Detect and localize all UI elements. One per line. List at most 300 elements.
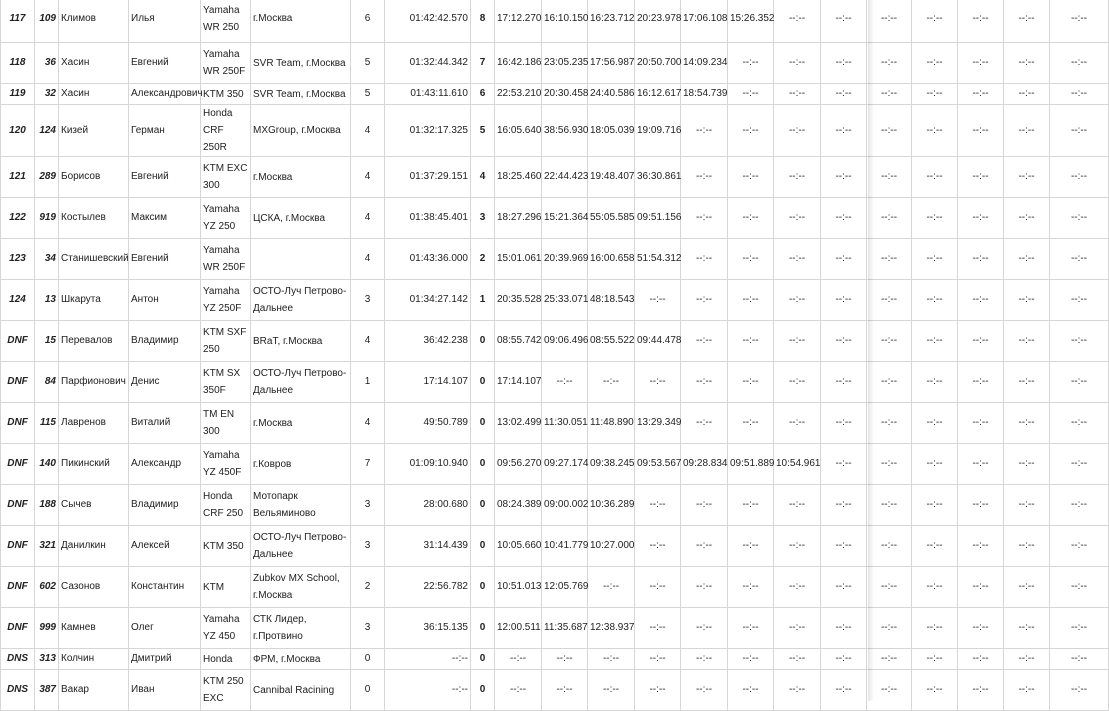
lap-time-cell: --:-- <box>912 485 958 526</box>
laps-count-cell: 2 <box>351 567 385 608</box>
points-cell: 0 <box>471 649 495 670</box>
lap-time-cell: --:-- <box>821 43 867 84</box>
lap-time-cell: --:-- <box>774 526 821 567</box>
position-cell: DNF <box>1 362 35 403</box>
lap-time-cell: --:-- <box>1004 198 1050 239</box>
points-cell: 5 <box>471 105 495 157</box>
first-name-cell: Максим <box>129 198 201 239</box>
lap-time-cell: 19:48.407 <box>588 157 635 198</box>
lap-time-cell: --:-- <box>958 526 1004 567</box>
lap-time-cell: --:-- <box>1050 362 1109 403</box>
lap-time-cell: --:-- <box>588 567 635 608</box>
lap-time-cell: --:-- <box>958 0 1004 43</box>
lap-time-cell: 48:18.543 <box>588 280 635 321</box>
lap-time-cell: 16:23.712 <box>588 0 635 43</box>
lap-time-cell: --:-- <box>821 0 867 43</box>
laps-count-cell: 4 <box>351 157 385 198</box>
first-name-cell: Олег <box>129 608 201 649</box>
table-row <box>1 444 1109 485</box>
lap-time-cell: --:-- <box>867 567 912 608</box>
total-time-cell: 28:00.680 <box>385 485 471 526</box>
lap-time-cell: --:-- <box>958 403 1004 444</box>
lap-time-cell: --:-- <box>867 280 912 321</box>
bike-cell: TM EN 300 <box>201 403 251 444</box>
racer-number-cell: 999 <box>35 608 59 649</box>
lap-time-cell: --:-- <box>1004 670 1050 711</box>
team-cell: BRaT, г.Москва <box>251 321 351 362</box>
lap-time-cell: --:-- <box>774 649 821 670</box>
points-cell: 1 <box>471 280 495 321</box>
laps-count-cell: 5 <box>351 84 385 105</box>
racer-number-cell: 140 <box>35 444 59 485</box>
lap-time-cell: 10:51.013 <box>495 567 542 608</box>
racer-number-cell: 321 <box>35 526 59 567</box>
lap-time-cell: --:-- <box>681 649 728 670</box>
lap-time-cell: 20:39.969 <box>542 239 588 280</box>
team-cell: г.Ковров <box>251 444 351 485</box>
lap-time-cell: --:-- <box>774 321 821 362</box>
lap-time-cell: 20:30.458 <box>542 84 588 105</box>
racer-number-cell: 289 <box>35 157 59 198</box>
lap-time-cell: --:-- <box>495 670 542 711</box>
table-row <box>1 280 1109 321</box>
lap-time-cell: --:-- <box>821 670 867 711</box>
lap-time-cell: 08:55.742 <box>495 321 542 362</box>
lap-time-cell: --:-- <box>728 157 774 198</box>
position-cell: DNF <box>1 403 35 444</box>
lap-time-cell: 09:53.567 <box>635 444 681 485</box>
lap-time-cell: --:-- <box>1050 0 1109 43</box>
lap-time-cell: --:-- <box>867 43 912 84</box>
lap-time-cell: 16:05.640 <box>495 105 542 157</box>
racer-number-cell: 15 <box>35 321 59 362</box>
lap-time-cell: --:-- <box>958 157 1004 198</box>
bike-cell: KTM EXC 300 <box>201 157 251 198</box>
table-row <box>1 43 1109 84</box>
lap-time-cell: --:-- <box>681 157 728 198</box>
lap-time-cell: --:-- <box>1004 485 1050 526</box>
lap-time-cell: --:-- <box>588 362 635 403</box>
lap-time-cell: --:-- <box>681 567 728 608</box>
laps-count-cell: 4 <box>351 403 385 444</box>
laps-count-cell: 4 <box>351 105 385 157</box>
first-name-cell: Дмитрий <box>129 649 201 670</box>
laps-count-cell: 3 <box>351 526 385 567</box>
racer-number-cell: 602 <box>35 567 59 608</box>
lap-time-cell: --:-- <box>681 403 728 444</box>
lap-time-cell: --:-- <box>867 670 912 711</box>
laps-count-cell: 3 <box>351 280 385 321</box>
lap-time-cell: 14:09.234 <box>681 43 728 84</box>
lap-time-cell: --:-- <box>821 649 867 670</box>
lap-time-cell: --:-- <box>635 567 681 608</box>
team-cell: ОСТО-Луч Петрово-Дальнее <box>251 362 351 403</box>
position-cell: 121 <box>1 157 35 198</box>
lap-time-cell: 20:23.978 <box>635 0 681 43</box>
first-name-cell: Александр <box>129 444 201 485</box>
lap-time-cell: --:-- <box>728 105 774 157</box>
lap-time-cell: --:-- <box>867 403 912 444</box>
lap-time-cell: 10:05.660 <box>495 526 542 567</box>
lap-time-cell: --:-- <box>867 362 912 403</box>
last-name-cell: Парфионович <box>59 362 129 403</box>
lap-time-cell: --:-- <box>1004 84 1050 105</box>
bike-cell: KTM <box>201 567 251 608</box>
last-name-cell: Лавренов <box>59 403 129 444</box>
lap-time-cell: --:-- <box>728 239 774 280</box>
lap-time-cell: --:-- <box>1050 485 1109 526</box>
first-name-cell: Александрович <box>129 84 201 105</box>
total-time-cell: 31:14.439 <box>385 526 471 567</box>
lap-time-cell: --:-- <box>958 105 1004 157</box>
lap-time-cell: 10:27.000 <box>588 526 635 567</box>
total-time-cell: 22:56.782 <box>385 567 471 608</box>
lap-time-cell: --:-- <box>1050 649 1109 670</box>
last-name-cell: Сычев <box>59 485 129 526</box>
team-cell: г.Москва <box>251 0 351 43</box>
table-row <box>1 0 1109 43</box>
first-name-cell: Владимир <box>129 485 201 526</box>
laps-count-cell: 7 <box>351 444 385 485</box>
team-cell: ОСТО-Луч Петрово-Дальнее <box>251 526 351 567</box>
position-cell: 122 <box>1 198 35 239</box>
lap-time-cell: 09:27.174 <box>542 444 588 485</box>
lap-time-cell: --:-- <box>588 670 635 711</box>
lap-time-cell: --:-- <box>542 670 588 711</box>
points-cell: 0 <box>471 670 495 711</box>
lap-time-cell: --:-- <box>1050 526 1109 567</box>
points-cell: 8 <box>471 0 495 43</box>
first-name-cell: Герман <box>129 105 201 157</box>
lap-time-cell: --:-- <box>821 567 867 608</box>
position-cell: 124 <box>1 280 35 321</box>
lap-time-cell: 22:53.210 <box>495 84 542 105</box>
bike-cell: Yamaha YZ 250F <box>201 280 251 321</box>
lap-time-cell: --:-- <box>958 239 1004 280</box>
laps-count-cell: 4 <box>351 198 385 239</box>
lap-time-cell: --:-- <box>728 670 774 711</box>
lap-time-cell: --:-- <box>912 105 958 157</box>
lap-time-cell: --:-- <box>912 526 958 567</box>
bike-cell: KTM 350 <box>201 84 251 105</box>
last-name-cell: Кизей <box>59 105 129 157</box>
lap-time-cell: --:-- <box>821 84 867 105</box>
lap-time-cell: 09:44.478 <box>635 321 681 362</box>
lap-time-cell: --:-- <box>1004 105 1050 157</box>
lap-time-cell: --:-- <box>821 280 867 321</box>
lap-time-cell: 23:05.235 <box>542 43 588 84</box>
lap-time-cell: 11:48.890 <box>588 403 635 444</box>
lap-time-cell: --:-- <box>1050 280 1109 321</box>
bike-cell: KTM 250 EXC <box>201 670 251 711</box>
points-cell: 0 <box>471 403 495 444</box>
position-cell: DNS <box>1 649 35 670</box>
lap-time-cell: --:-- <box>821 362 867 403</box>
lap-time-cell: 13:02.499 <box>495 403 542 444</box>
bike-cell: KTM SXF 250 <box>201 321 251 362</box>
lap-time-cell: --:-- <box>774 198 821 239</box>
bike-cell: KTM 350 <box>201 526 251 567</box>
lap-time-cell: --:-- <box>728 362 774 403</box>
bike-cell: Yamaha YZ 450F <box>201 444 251 485</box>
lap-time-cell: --:-- <box>912 567 958 608</box>
racer-number-cell: 13 <box>35 280 59 321</box>
laps-count-cell: 0 <box>351 649 385 670</box>
lap-time-cell: --:-- <box>1050 239 1109 280</box>
lap-time-cell: 16:42.186 <box>495 43 542 84</box>
lap-time-cell: 10:54.961 <box>774 444 821 485</box>
lap-time-cell: 19:09.716 <box>635 105 681 157</box>
lap-time-cell: --:-- <box>821 444 867 485</box>
lap-time-cell: 12:38.937 <box>588 608 635 649</box>
lap-time-cell: --:-- <box>635 485 681 526</box>
racer-number-cell: 387 <box>35 670 59 711</box>
lap-time-cell: --:-- <box>1004 444 1050 485</box>
lap-time-cell: --:-- <box>1004 403 1050 444</box>
lap-time-cell: --:-- <box>1050 670 1109 711</box>
laps-count-cell: 5 <box>351 43 385 84</box>
lap-time-cell: 08:55.522 <box>588 321 635 362</box>
position-cell: 118 <box>1 43 35 84</box>
lap-time-cell: --:-- <box>681 321 728 362</box>
total-time-cell: 01:09:10.940 <box>385 444 471 485</box>
table-row <box>1 239 1109 280</box>
lap-time-cell: --:-- <box>912 239 958 280</box>
lap-time-cell: --:-- <box>774 43 821 84</box>
lap-time-cell: --:-- <box>821 157 867 198</box>
last-name-cell: Станишевский <box>59 239 129 280</box>
total-time-cell: 01:37:29.151 <box>385 157 471 198</box>
lap-time-cell: --:-- <box>728 526 774 567</box>
lap-time-cell: --:-- <box>958 43 1004 84</box>
lap-time-cell: 38:56.930 <box>542 105 588 157</box>
total-time-cell: 17:14.107 <box>385 362 471 403</box>
points-cell: 0 <box>471 567 495 608</box>
lap-time-cell: 09:51.156 <box>635 198 681 239</box>
racer-number-cell: 115 <box>35 403 59 444</box>
first-name-cell: Иван <box>129 670 201 711</box>
racer-number-cell: 188 <box>35 485 59 526</box>
lap-time-cell: --:-- <box>912 43 958 84</box>
lap-time-cell: --:-- <box>728 321 774 362</box>
last-name-cell: Пикинский <box>59 444 129 485</box>
lap-time-cell: 16:12.617 <box>635 84 681 105</box>
lap-time-cell: --:-- <box>774 105 821 157</box>
lap-time-cell: --:-- <box>728 198 774 239</box>
bike-cell: Yamaha WR 250F <box>201 239 251 280</box>
first-name-cell: Денис <box>129 362 201 403</box>
lap-time-cell: --:-- <box>912 280 958 321</box>
team-cell: г.Москва <box>251 403 351 444</box>
lap-time-cell: --:-- <box>681 198 728 239</box>
table-row <box>1 608 1109 649</box>
lap-time-cell: --:-- <box>821 526 867 567</box>
team-cell: MXGroup, г.Москва <box>251 105 351 157</box>
lap-time-cell: --:-- <box>635 362 681 403</box>
lap-time-cell: 09:06.496 <box>542 321 588 362</box>
total-time-cell: 36:15.135 <box>385 608 471 649</box>
team-cell: SVR Team, г.Москва <box>251 84 351 105</box>
lap-time-cell: 17:56.987 <box>588 43 635 84</box>
lap-time-cell: --:-- <box>774 670 821 711</box>
last-name-cell: Борисов <box>59 157 129 198</box>
racer-number-cell: 109 <box>35 0 59 43</box>
total-time-cell: 01:34:27.142 <box>385 280 471 321</box>
lap-time-cell: --:-- <box>495 649 542 670</box>
lap-time-cell: --:-- <box>1004 567 1050 608</box>
last-name-cell: Сазонов <box>59 567 129 608</box>
laps-count-cell: 4 <box>351 321 385 362</box>
bike-cell: Yamaha WR 250 <box>201 0 251 43</box>
lap-time-cell: --:-- <box>912 649 958 670</box>
lap-time-cell: --:-- <box>1050 43 1109 84</box>
lap-time-cell: 17:06.108 <box>681 0 728 43</box>
lap-time-cell: --:-- <box>821 608 867 649</box>
lap-time-cell: 11:30.051 <box>542 403 588 444</box>
lap-time-cell: --:-- <box>681 485 728 526</box>
lap-time-cell: 16:10.150 <box>542 0 588 43</box>
lap-time-cell: --:-- <box>867 649 912 670</box>
laps-count-cell: 3 <box>351 485 385 526</box>
lap-time-cell: --:-- <box>958 198 1004 239</box>
lap-time-cell: --:-- <box>681 670 728 711</box>
lap-time-cell: --:-- <box>867 105 912 157</box>
lap-time-cell: --:-- <box>867 321 912 362</box>
total-time-cell: 01:38:45.401 <box>385 198 471 239</box>
position-cell: DNF <box>1 567 35 608</box>
lap-time-cell: --:-- <box>681 362 728 403</box>
total-time-cell: 49:50.789 <box>385 403 471 444</box>
points-cell: 4 <box>471 157 495 198</box>
lap-time-cell: --:-- <box>867 608 912 649</box>
lap-time-cell: 20:35.528 <box>495 280 542 321</box>
lap-time-cell: --:-- <box>867 0 912 43</box>
lap-time-cell: 09:00.002 <box>542 485 588 526</box>
position-cell: DNF <box>1 526 35 567</box>
points-cell: 0 <box>471 321 495 362</box>
points-cell: 3 <box>471 198 495 239</box>
first-name-cell: Константин <box>129 567 201 608</box>
last-name-cell: Колчин <box>59 649 129 670</box>
racer-number-cell: 313 <box>35 649 59 670</box>
first-name-cell: Илья <box>129 0 201 43</box>
lap-time-cell: --:-- <box>912 444 958 485</box>
lap-time-cell: --:-- <box>728 485 774 526</box>
lap-time-cell: --:-- <box>821 485 867 526</box>
lap-time-cell: --:-- <box>681 526 728 567</box>
lap-time-cell: --:-- <box>1050 157 1109 198</box>
first-name-cell: Алексей <box>129 526 201 567</box>
table-row <box>1 403 1109 444</box>
points-cell: 2 <box>471 239 495 280</box>
laps-count-cell: 6 <box>351 0 385 43</box>
lap-time-cell: --:-- <box>635 526 681 567</box>
position-cell: DNF <box>1 485 35 526</box>
lap-time-cell: 17:12.270 <box>495 0 542 43</box>
lap-time-cell: --:-- <box>958 321 1004 362</box>
lap-time-cell: --:-- <box>867 198 912 239</box>
table-row <box>1 485 1109 526</box>
lap-time-cell: --:-- <box>1004 157 1050 198</box>
lap-time-cell: --:-- <box>635 608 681 649</box>
bike-cell: Honda CRF 250R <box>201 105 251 157</box>
lap-time-cell: --:-- <box>774 84 821 105</box>
lap-time-cell: --:-- <box>1004 362 1050 403</box>
lap-time-cell: --:-- <box>1050 403 1109 444</box>
lap-time-cell: --:-- <box>728 84 774 105</box>
first-name-cell: Владимир <box>129 321 201 362</box>
total-time-cell: --:-- <box>385 670 471 711</box>
points-cell: 0 <box>471 608 495 649</box>
lap-time-cell: --:-- <box>1050 444 1109 485</box>
lap-time-cell: --:-- <box>774 362 821 403</box>
lap-time-cell: --:-- <box>774 608 821 649</box>
lap-time-cell: 17:14.107 <box>495 362 542 403</box>
lap-time-cell: --:-- <box>1050 567 1109 608</box>
last-name-cell: Костылев <box>59 198 129 239</box>
bike-cell: Yamaha WR 250F <box>201 43 251 84</box>
lap-time-cell: --:-- <box>821 105 867 157</box>
lap-time-cell: --:-- <box>774 239 821 280</box>
table-row <box>1 362 1109 403</box>
lap-time-cell: --:-- <box>867 485 912 526</box>
lap-time-cell: --:-- <box>728 43 774 84</box>
position-cell: DNF <box>1 321 35 362</box>
lap-time-cell: --:-- <box>958 280 1004 321</box>
lap-time-cell: 18:27.296 <box>495 198 542 239</box>
lap-time-cell: --:-- <box>774 280 821 321</box>
lap-time-cell: --:-- <box>635 280 681 321</box>
position-cell: DNF <box>1 608 35 649</box>
lap-time-cell: --:-- <box>542 362 588 403</box>
lap-time-cell: --:-- <box>774 403 821 444</box>
first-name-cell: Евгений <box>129 157 201 198</box>
bike-cell: Yamaha YZ 450 <box>201 608 251 649</box>
lap-time-cell: --:-- <box>542 649 588 670</box>
lap-time-cell: 55:05.585 <box>588 198 635 239</box>
racer-number-cell: 36 <box>35 43 59 84</box>
lap-time-cell: --:-- <box>1050 608 1109 649</box>
lap-time-cell: --:-- <box>1004 608 1050 649</box>
lap-time-cell: --:-- <box>821 403 867 444</box>
total-time-cell: 36:42.238 <box>385 321 471 362</box>
table-row <box>1 321 1109 362</box>
last-name-cell: Хасин <box>59 43 129 84</box>
racer-number-cell: 124 <box>35 105 59 157</box>
lap-time-cell: --:-- <box>958 670 1004 711</box>
table-row <box>1 526 1109 567</box>
lap-time-cell: --:-- <box>958 84 1004 105</box>
last-name-cell: Камнев <box>59 608 129 649</box>
first-name-cell: Евгений <box>129 43 201 84</box>
lap-time-cell: 09:56.270 <box>495 444 542 485</box>
lap-time-cell: --:-- <box>912 403 958 444</box>
lap-time-cell: --:-- <box>867 526 912 567</box>
lap-time-cell: 12:05.769 <box>542 567 588 608</box>
total-time-cell: --:-- <box>385 649 471 670</box>
lap-time-cell: --:-- <box>681 105 728 157</box>
lap-time-cell: --:-- <box>912 321 958 362</box>
lap-time-cell: 18:54.739 <box>681 84 728 105</box>
lap-time-cell: 16:00.658 <box>588 239 635 280</box>
lap-time-cell: --:-- <box>1050 84 1109 105</box>
total-time-cell: 01:43:36.000 <box>385 239 471 280</box>
lap-time-cell: --:-- <box>1004 649 1050 670</box>
lap-time-cell: --:-- <box>681 239 728 280</box>
lap-time-cell: 09:51.889 <box>728 444 774 485</box>
lap-time-cell: --:-- <box>821 198 867 239</box>
team-cell: Zubkov MX School, г.Москва <box>251 567 351 608</box>
